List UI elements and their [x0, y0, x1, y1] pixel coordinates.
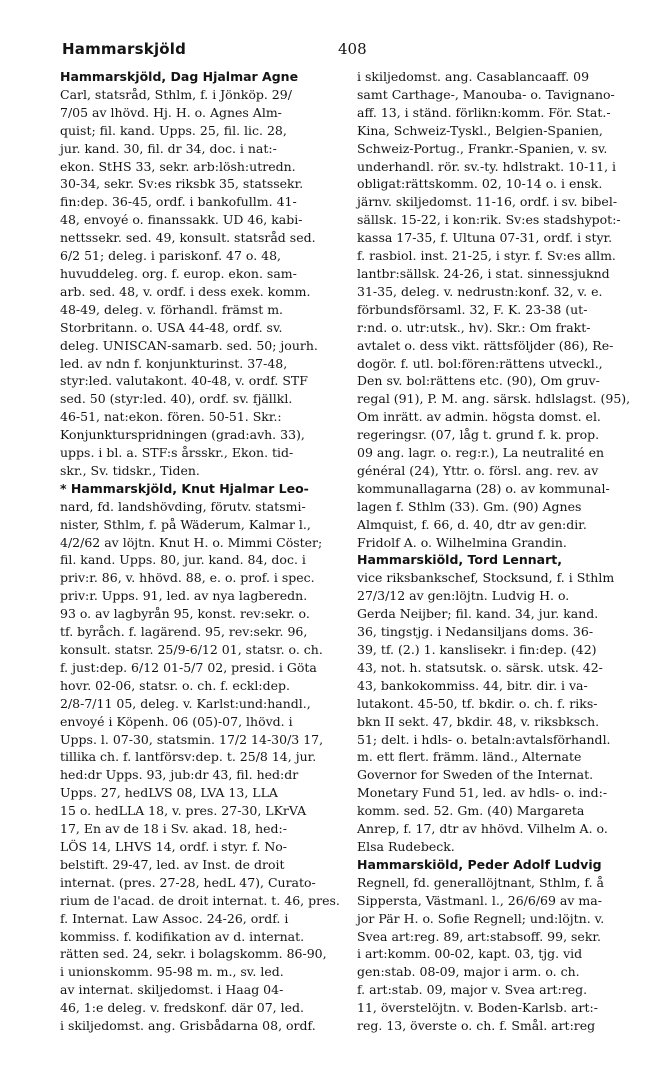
right-column-line: kassa 17-35, f. Ultuna 07-31, ordf. i styr. [357, 230, 613, 246]
right-column-line: 09 ang. lagr. o. reg:r.), La neutralité en [357, 445, 605, 461]
right-column-line: jor Pär H. o. Sofie Regnell; und:löjtn. v. [357, 910, 605, 926]
right-column-line: m. ett flert. främm. länd., Alternate [357, 749, 582, 765]
right-column-line: Regnell, fd. generallöjtnant, Sthlm, f. å [357, 874, 605, 890]
left-column-line: nister, Sthlm, f. på Wäderum, Kalmar l., [60, 516, 311, 532]
left-column-line: 48, envoyé o. finanssakk. UD 46, kabi- [60, 212, 303, 228]
right-column-line: Monetary Fund 51, led. av hdls- o. ind:- [357, 785, 608, 801]
left-column-line: rätten sed. 24, sekr. i bolagskomm. 86-90, [60, 946, 327, 962]
left-column-line: rium de l'acad. de droit internat. t. 46, pres. [60, 892, 340, 908]
right-column-line: 27/3/12 av gen:löjtn. Ludvig H. o. [357, 588, 570, 604]
right-column-line: gen:stab. 08-09, major i arm. o. ch. [357, 964, 580, 980]
left-column-line: huvuddeleg. org. f. europ. ekon. sam- [60, 265, 297, 281]
right-column-line: 43, bankokommiss. 44, bitr. dir. i va- [357, 677, 588, 693]
right-column-line: vice riksbankschef, Stocksund, f. i Sthlm [357, 570, 615, 586]
right-column-line: avtalet o. dess vikt. rättsföljder (86), Re- [357, 337, 614, 353]
entry-heading-line: Hammarskiöld, Tord Lennart, [357, 552, 562, 568]
right-column-line: lagen f. Sthlm (33). Gm. (90) Agnes [357, 498, 582, 514]
right-column-line: 31-35, deleg. v. nedrustn:konf. 32, v. e. [357, 283, 603, 299]
right-column-line: 51; delt. i hdls- o. betaln:avtalsförhandl. [357, 731, 611, 747]
right-column-line: Svea art:reg. 89, art:stabsoff. 99, sekr. [357, 928, 601, 944]
right-column-line: Almquist, f. 66, d. 40, dtr av gen:dir. [357, 516, 587, 532]
left-column-line: Storbritann. o. USA 44-48, ordf. sv. [60, 319, 283, 335]
left-column-line: 17, En av de 18 i Sv. akad. 18, hed:- [60, 821, 287, 837]
right-column-line: lantbr:sällsk. 24-26, i stat. sinnessjuknd [357, 265, 610, 281]
right-column-line: Anrep, f. 17, dtr av hhövd. Vilhelm A. o. [357, 821, 608, 837]
left-column [60, 68, 340, 1035]
right-column-line: regal (91), P. M. ang. särsk. hdlslagst. (95), [357, 391, 631, 407]
left-column-line: led. av ndn f. konjunkturinst. 37-48, [60, 355, 288, 371]
left-column-line: tf. byråch. f. lagärend. 95, rev:sekr. 96, [60, 624, 308, 640]
left-column-line: 46, 1:e deleg. v. fredskonf. där 07, led. [60, 1000, 304, 1016]
right-column-line: Schweiz-Portug., Frankr.-Spanien, v. sv. [357, 140, 608, 156]
right-column-line: Elsa Rudebeck. [357, 838, 455, 854]
right-column-line: förbundsförsaml. 32, F. K. 23-38 (ut- [357, 301, 588, 317]
left-column-line: sed. 50 (styr:led. 40), ordf. sv. fjällkl. [60, 391, 293, 407]
right-column-line: dogör. f. utl. bol:fören:rättens utveckl., [357, 355, 603, 371]
left-column-line: quist; fil. kand. Upps. 25, fil. lic. 28, [60, 122, 287, 138]
left-column-line: internat. (pres. 27-28, hedL 47), Curato- [60, 874, 316, 890]
right-column-line: aff. 13, i ständ. förlikn:komm. För. Stat.- [357, 104, 611, 120]
left-column-line: upps. i bl. a. STF:s årsskr., Ekon. tid- [60, 445, 294, 461]
right-column-line: reg. 13, överste o. ch. f. Smål. art:reg [357, 1018, 596, 1034]
left-column-line: 4/2/62 av löjtn. Knut H. o. Mimmi Cöster; [60, 534, 323, 550]
left-column-line: kommiss. f. kodifikation av d. internat. [60, 928, 305, 944]
left-column-line: priv:r. 86, v. hhövd. 88, e. o. prof. i spec. [60, 570, 315, 586]
right-column-line: 36, tingstjg. i Nedansiljans doms. 36- [357, 624, 594, 640]
right-column-line: kommunallagarna (28) o. av kommunal- [357, 480, 610, 496]
left-column-line: Upps. 27, hedLVS 08, LVA 13, LLA [60, 785, 278, 801]
right-column-line: Fridolf A. o. Wilhelmina Grandin. [357, 534, 567, 550]
left-column-line: i unionskomm. 95-98 m. m., sv. led. [60, 964, 284, 980]
left-column-line: jur. kand. 30, fil. dr 34, doc. i nat:- [60, 140, 277, 156]
left-column-line: f. just:dep. 6/12 01-5/7 02, presid. i Göta [60, 659, 317, 675]
right-column-line: samt Carthage-, Manouba- o. Tavignano- [357, 86, 615, 102]
right-column-line: Om inrätt. av admin. högsta domst. el. [357, 409, 601, 425]
left-column-line: styr:led. valutakont. 40-48, v. ordf. STF [60, 373, 308, 389]
left-column-line: 93 o. av lagbyrån 95, konst. rev:sekr. o. [60, 606, 310, 622]
left-column-line: deleg. UNISCAN-samarb. sed. 50; jourh. [60, 337, 318, 353]
left-column-line: f. Internat. Law Assoc. 24-26, ordf. i [60, 910, 289, 926]
left-column-line: priv:r. Upps. 91, led. av nya lagberedn. [60, 588, 308, 604]
left-column-line: arb. sed. 48, v. ordf. i dess exek. komm. [60, 283, 311, 299]
right-column-line: i skiljedomst. ang. Casablancaaff. 09 [357, 69, 590, 84]
left-column-line: 30-34, sekr. Sv:es riksbk 35, statssekr. [60, 176, 304, 192]
right-column-line: général (24), Yttr. o. försl. ang. rev. av [357, 462, 599, 478]
left-column-line: fin:dep. 36-45, ordf. i bankofullm. 41- [60, 194, 297, 210]
left-column-line: av internat. skiljedomst. i Haag 04- [60, 982, 284, 998]
left-column-line: 48-49, deleg. v. förhandl. främst m. [60, 301, 284, 317]
left-column-line: 46-51, nat:ekon. fören. 50-51. Skr.: [60, 409, 282, 425]
left-column-line: belstift. 29-47, led. av Inst. de droit [60, 856, 285, 872]
right-column-line: Gerda Neijber; fil. kand. 34, jur. kand. [357, 606, 599, 622]
left-column-line: nard, fd. landshövding, förutv. statsmi- [60, 498, 306, 514]
left-column-line: LÖS 14, LHVS 14, ordf. i styr. f. No- [60, 838, 288, 854]
right-column-line: komm. sed. 52. Gm. (40) Margareta [357, 803, 585, 819]
left-column-line: fil. kand. Upps. 80, jur. kand. 84, doc. i [60, 552, 306, 568]
left-column-line: ekon. StHS 33, sekr. arb:lösh:utredn. [60, 158, 296, 174]
left-column-line: 15 o. hedLLA 18, v. pres. 27-30, LKrVA [60, 803, 307, 819]
left-column-line: 7/05 av lhövd. Hj. H. o. Agnes Alm- [60, 104, 282, 120]
right-column-line: 11, överstelöjtn. v. Boden-Karlsb. art:- [357, 1000, 598, 1016]
left-column-line: i skiljedomst. ang. Grisbådarna 08, ordf. [60, 1018, 316, 1034]
right-column-line: i art:komm. 00-02, kapt. 03, tjg. vid [357, 946, 583, 962]
left-column-line: tillika ch. f. lantförsv:dep. t. 25/8 14, jur. [60, 749, 317, 765]
right-column-line: obligat:rättskomm. 02, 10-14 o. i ensk. [357, 176, 603, 192]
left-column-line: 6/2 51; deleg. i pariskonf. 47 o. 48, [60, 248, 282, 264]
right-column [357, 68, 637, 1035]
right-column-line: regeringsr. (07, låg t. grund f. k. prop. [357, 427, 600, 443]
right-column-line: lutakont. 45-50, tf. bkdir. o. ch. f. riks- [357, 695, 598, 711]
left-column-line: envoyé i Köpenh. 06 (05)-07, lhövd. i [60, 713, 293, 729]
left-column-line: Konjunkturspridningen (grad:avh. 33), [60, 427, 305, 443]
right-column-line: järnv. skiljedomst. 11-16, ordf. i sv. bibel- [357, 194, 618, 210]
left-column-line: hovr. 02-06, statsr. o. ch. f. eckl:dep. [60, 677, 290, 693]
right-column-line: 43, not. h. statsutsk. o. särsk. utsk. 42- [357, 659, 603, 675]
left-column-line: nettssekr. sed. 49, konsult. statsråd sed. [60, 230, 316, 246]
left-column-line: skr., Sv. tidskr., Tiden. [60, 462, 200, 478]
right-column-line: Governor for Sweden of the Internat. [357, 767, 594, 783]
right-column-line: underhandl. rör. sv.-ty. hdlstrakt. 10-11, i [357, 158, 617, 174]
left-column-line: Upps. l. 07-30, statsmin. 17/2 14-30/3 17, [60, 731, 324, 747]
running-head: Hammarskjöld [62, 40, 187, 58]
left-column-line: hed:dr Upps. 93, jub:dr 43, fil. hed:dr [60, 767, 299, 783]
right-column-line: Sippersta, Västmanl. l., 26/6/69 av ma- [357, 892, 602, 908]
right-column-line: Den sv. bol:rättens etc. (90), Om gruv- [357, 373, 600, 389]
right-column-line: bkn II sekt. 47, bkdir. 48, v. riksbksch. [357, 713, 600, 729]
entry-heading-line: * Hammarskjöld, Knut Hjalmar Leo- [60, 480, 309, 496]
right-column-line: r:nd. o. utr:utsk., hv). Skr.: Om frakt- [357, 319, 591, 335]
right-column-line: 39, tf. (2.) 1. kanslisekr. i fin:dep. (42) [357, 642, 597, 657]
left-column-line: konsult. statsr. 25/9-6/12 01, statsr. o. ch. [60, 642, 323, 657]
right-column-line: Kina, Schweiz-Tyskl., Belgien-Spanien, [357, 122, 603, 138]
right-column-line: sällsk. 15-22, i kon:rik. Sv:es stadshypot:- [357, 212, 621, 228]
right-column-line: f. rasbiol. inst. 21-25, i styr. f. Sv:es allm. [357, 248, 616, 264]
right-column-line: f. art:stab. 09, major v. Svea art:reg. [357, 982, 588, 998]
entry-heading-line: Hammarskjöld, Dag Hjalmar Agne [60, 69, 299, 84]
left-column-line: 2/8-7/11 05, deleg. v. Karlst:und:handl., [60, 695, 311, 711]
page-number: 408 [338, 40, 367, 58]
entry-heading-line: Hammarskiöld, Peder Adolf Ludvig [357, 856, 602, 872]
left-column-line: Carl, statsråd, Sthlm, f. i Jönköp. 29/ [60, 86, 292, 102]
